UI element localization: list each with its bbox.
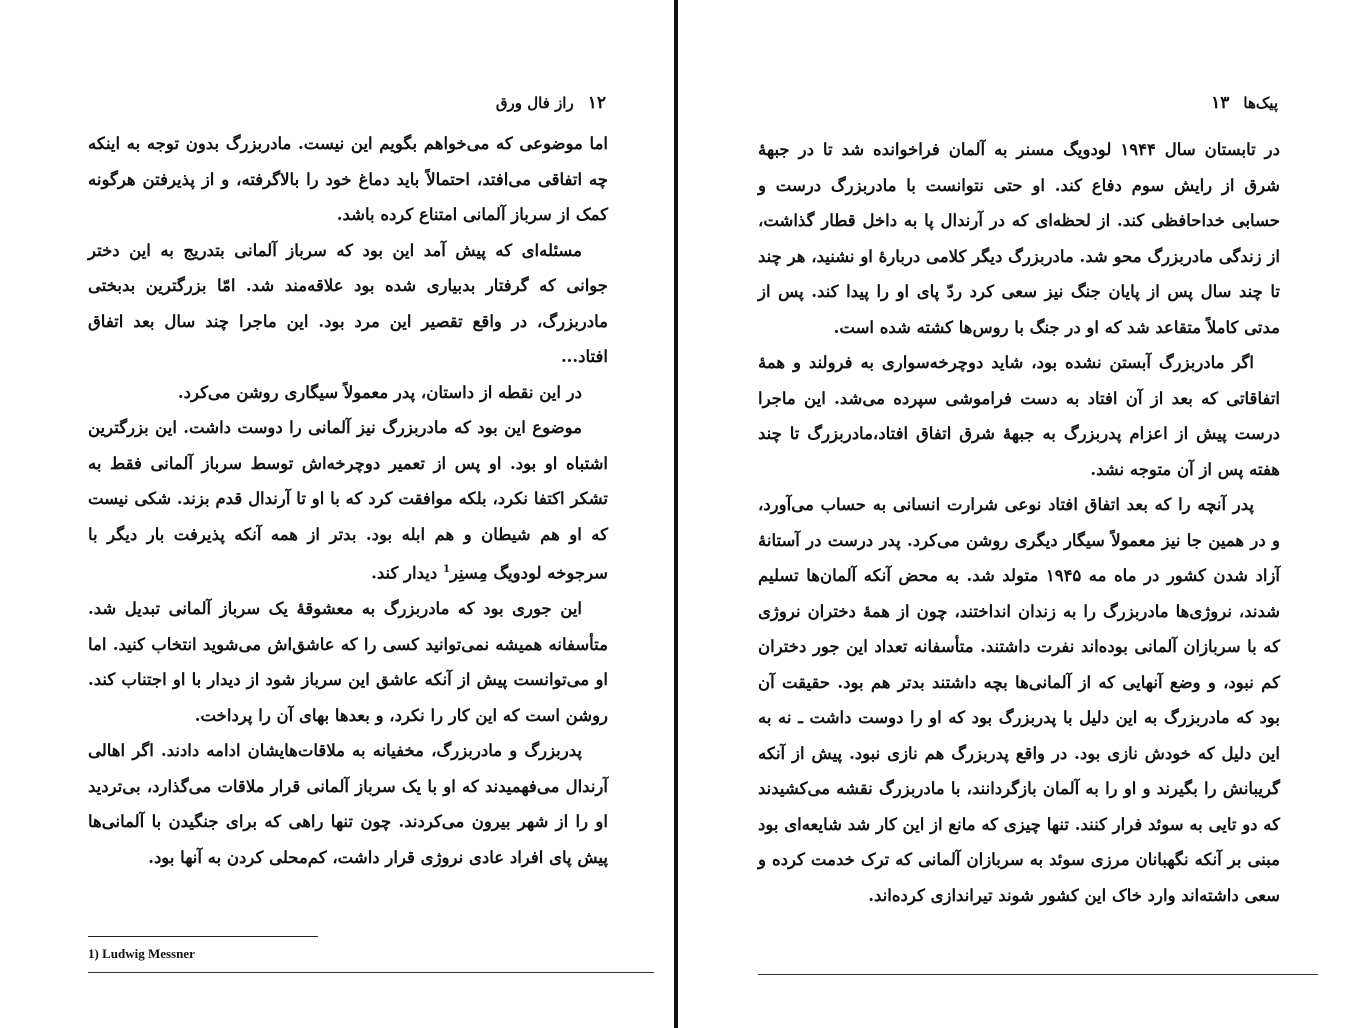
footnote: 1) Ludwig Messner (88, 946, 195, 961)
footnote-marker: 1 (442, 564, 450, 575)
paragraph: پدربزرگ و مادربزرگ، مخفیانه به ملاقات‌هایشان ادامه دادند. اگر اهالی آرندال می‌فهمیدند که او با یک سرباز آلمانی قرار ملاقات می‌گذارد، بی‌تردید او را از شهر بیرون می‌کردند. چون تنها راهی که برای جنگیدن با آلمانی‌ها پیش پای افراد عادی نروژی قرار داشت، کم‌محلی کردن به آنها بود. (88, 741, 608, 867)
right-running-title: پیک‌ها (1243, 94, 1278, 112)
paragraph: اما موضوعی که می‌خواهم بگویم این نیست. مادربزرگ بدون توجه به اینکه چه اتفاقی می‌افتد، احتمالاً باید دماغ خود را بالاگرفته، و از پذیرفتن هرگونه کمک از سرباز آلمانی امتناع کرده باشد. (88, 134, 608, 224)
paragraph: این جوری بود که مادربزرگ به معشوقهٔ یک سرباز آلمانی تبدیل شد. متأسفانه همیشه نمی‌توانید کسی را که عاشق‌اش می‌شوید انتخاب کنید. اما او می‌توانست پیش از آنکه عاشق این سرباز شود از دیدار با او اجتناب کند. روشن است که این کار را نکرد، و بعدها بهای آن را پرداخت. (88, 599, 608, 725)
left-page-header (90, 88, 606, 118)
right-page-text (758, 132, 1280, 913)
paragraph: در این نقطه از داستان، پدر معمولاً سیگاری روشن می‌کرد. (177, 382, 582, 402)
footnote-rule (88, 936, 318, 937)
left-page-text (88, 126, 608, 875)
left-page-number: ۱۲ (587, 93, 606, 113)
paragraph: مسئله‌ای که پیش آمد این بود که سرباز آلمانی بتدریج به این دختر جوانی که گرفتار بدبیاری شده بود علاقه‌مند شد. امّا بزرگترین بدبختی مادربزرگ، در واقع تقصیر این مرد بود. این ماجرا چند سال بعد اتفاق افتاد... (88, 240, 608, 366)
paragraph-text: موضوع این بود که مادربزرگ نیز آلمانی را دوست داشت. این بزرگترین اشتباه او بود. او پس از تعمیر دوچرخه‌اش توسط سرباز آلمانی فقط به تشکر اکتفا نکرد، بلکه موافقت کرد که با او تا آرندال قدم بزند. شکی نیست که او هم شیطان و هم ابله بود. بدتر از همه آنکه پذیرفت بار دیگر با سرجوخه لودویگ مِسنِر (88, 418, 608, 583)
paragraph: در تابستان سال ۱۹۴۴ لودویگ مسنر به آلمان فراخوانده شد تا در جبههٔ شرق از رایش سوم دفاع کند. او حتی نتوانست با مادربزرگ درست و حسابی خداحافظی کند. از لحظه‌ای که در آرندال پا به داخل قطار گذاشت، از زندگی مادربزرگ محو شد. مادربزرگ دیگر کلامی دربارهٔ او نشنید، هر چند تا چند سال پس از پایان جنگ نیز سعی کرد ردّ پای او را پیدا کند. پس از مدتی کاملاً متقاعد شد که او در جنگ با روس‌ها کشته شده است. (758, 140, 1280, 337)
paragraph: اگر مادربزرگ آبستن نشده بود، شاید دوچرخه‌سواری به فرولند و همهٔ اتفاقاتی که بعد از آن افتاد به دست فراموشی سپرده می‌شد. این ماجرا درست پیش از اعزام پدربزرگ به جبههٔ شرق اتفاق افتاد،مادربزرگ تا چند هفته پس از آن متوجه نشد. (758, 353, 1280, 479)
bottom-rule (758, 974, 1318, 975)
right-page-number: ۱۳ (1211, 93, 1230, 113)
bottom-rule (88, 972, 654, 973)
paragraph-text-end: دیدار کند. (371, 563, 438, 583)
right-page (678, 0, 1352, 1028)
right-page-header (760, 88, 1278, 118)
paragraph (88, 410, 608, 591)
left-running-title: راز فال ورق (495, 94, 574, 112)
paragraph: پدر آنچه را که بعد اتفاق افتاد نوعی شرارت انسانی به حساب می‌آورد، و در همین جا نیز معمولاً سیگار دیگری روشن می‌کرد. پدر درست در آستانهٔ آزاد شدن کشور در ماه مه ۱۹۴۵ متولد شد. به محض آنکه آلمان‌ها تسلیم شدند، نروژی‌ها مادربزرگ را به زندان انداختند، چون از همهٔ دختران نروژی که با سربازان آلمانی بوده‌اند نفرت داشتند. متأسفانه تعداد این جور دختران کم نبود، و وضع آنهایی که از آلمانی‌ها بچه داشتند بدتر هم بود. حقیقت آن بود که مادربزرگ به این دلیل با پدربزرگ بود که او را دوست داشت ـ نه به این دلیل که خودش نازی بود. در واقع پدربزرگ هم نازی نبود. پیش از آنکه گریبانش را بگیرند و او را به آلمان بازگردانند، با مادربزرگ نقشه می‌کشیدند که دو تایی به سوئد فرار کنند. تنها چیزی که مانع از این کار شد شایعه‌ای بود مبنی بر آنکه نگهبانان مرزی سوئد به سربازان آلمانی که ترک خدمت کرده و سعی داشته‌اند وارد خاک این کشور شوند تیراندازی کرده‌اند. (758, 495, 1280, 905)
